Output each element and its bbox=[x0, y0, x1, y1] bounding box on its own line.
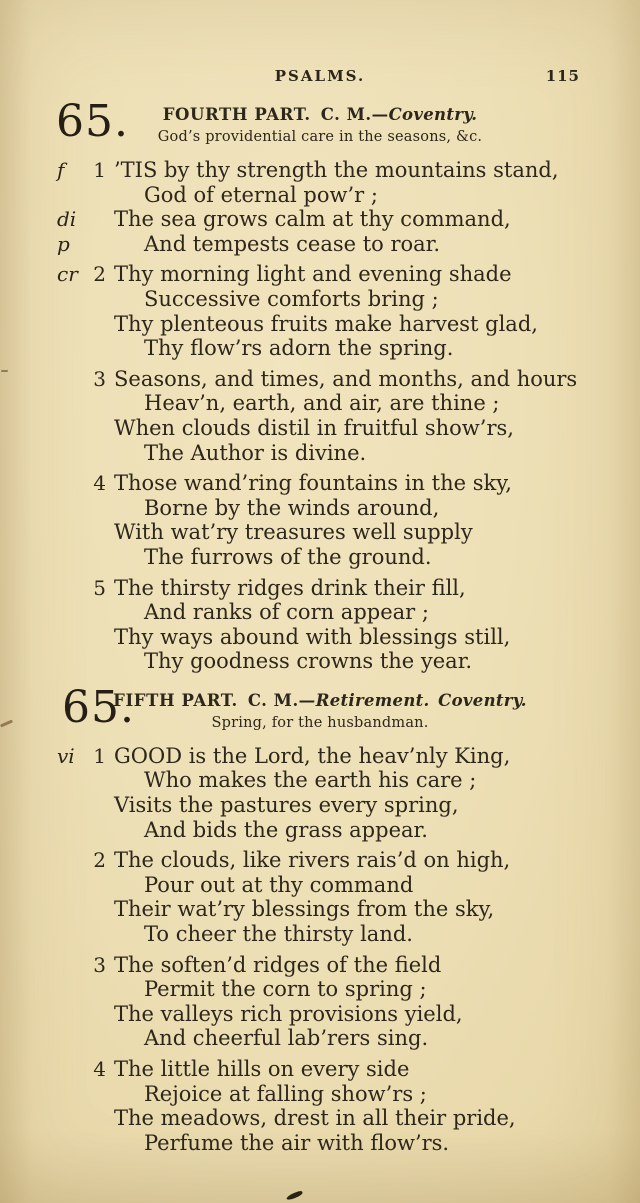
verse-line bbox=[40, 496, 640, 521]
ink-blot bbox=[286, 1190, 304, 1201]
verse-number: 2 bbox=[93, 262, 106, 287]
verse-text: Those wand’ring fountains in the sky, bbox=[114, 471, 512, 496]
verse-text: The clouds, like rivers rais’d on high, bbox=[114, 848, 511, 873]
verse-line bbox=[40, 600, 640, 625]
verse-number: 3 bbox=[93, 952, 106, 977]
verse-line bbox=[40, 848, 640, 873]
verse-text: And ranks of corn appear ; bbox=[144, 600, 429, 625]
hymn-tune-name: Retirement. Coventry. bbox=[315, 690, 527, 710]
hymn-tune-name: Coventry. bbox=[388, 105, 478, 124]
hymn-meter: C. M.— bbox=[247, 690, 316, 710]
verse-text: GOOD is the Lord, the heav’nly King, bbox=[114, 743, 511, 768]
running-head bbox=[0, 66, 640, 90]
verse-text: With wat’ry treasures well supply bbox=[114, 520, 473, 545]
verse-number: 4 bbox=[93, 1057, 106, 1081]
verse-text: ’TIS by thy strength the mountains stand, bbox=[114, 158, 559, 182]
verse-line bbox=[40, 287, 640, 312]
verse-text: And bids the grass appear. bbox=[144, 817, 428, 842]
hymn-title bbox=[70, 690, 570, 712]
hymn-subtitle: Spring, for the husbandman. bbox=[211, 714, 429, 731]
stanza-list bbox=[40, 158, 640, 674]
verse-text: Thy plenteous fruits make harvest glad, bbox=[114, 311, 538, 336]
verse-line bbox=[40, 744, 640, 769]
hymn-title bbox=[70, 104, 570, 126]
hymn-section-fourth-part bbox=[0, 96, 640, 674]
verse-line bbox=[40, 1002, 640, 1027]
verse-text: Successive comforts bring ; bbox=[144, 286, 439, 311]
stanza bbox=[40, 1057, 640, 1155]
hymn-part-label: FIFTH PART. bbox=[113, 690, 238, 710]
running-head-title: PSALMS. bbox=[274, 67, 366, 85]
hymn-header bbox=[0, 96, 640, 149]
verse-line bbox=[40, 649, 640, 674]
expression-mark: vi bbox=[57, 743, 75, 768]
hymn-section-fifth-part bbox=[0, 681, 640, 1156]
hymn-part-label: FOURTH PART. bbox=[162, 105, 311, 124]
verse-line bbox=[40, 183, 640, 208]
verse-line bbox=[40, 873, 640, 898]
verse-text: Thy goodness crowns the year. bbox=[144, 649, 473, 674]
verse-number: 2 bbox=[93, 848, 106, 873]
verse-line bbox=[40, 953, 640, 978]
stanza bbox=[40, 367, 640, 465]
stanza bbox=[40, 744, 640, 842]
verse-text: Thy morning light and evening shade bbox=[114, 262, 512, 287]
verse-text: The thirsty ridges drink their fill, bbox=[114, 575, 466, 600]
verse-number: 3 bbox=[93, 366, 106, 391]
stanza bbox=[40, 158, 640, 256]
verse-line bbox=[40, 625, 640, 650]
hymn-subtitle: God’s providential care in the seasons, &c. bbox=[157, 129, 483, 145]
verse-text: Seasons, and times, and months, and hours bbox=[114, 366, 578, 391]
stanza bbox=[40, 576, 640, 674]
expression-mark: di bbox=[57, 207, 77, 232]
verse-line bbox=[40, 416, 640, 441]
verse-number: 5 bbox=[93, 575, 106, 600]
verse-line bbox=[40, 232, 640, 257]
verse-text: Pour out at thy command bbox=[144, 872, 414, 897]
verse-text: And tempests cease to roar. bbox=[144, 231, 441, 256]
verse-text: Visits the pastures every spring, bbox=[114, 793, 459, 818]
verse-line bbox=[40, 1131, 640, 1156]
hymn-meter: C. M.— bbox=[320, 105, 389, 124]
verse-text: Perfume the air with flow’rs. bbox=[144, 1130, 450, 1155]
verse-text: And cheerful lab’rers sing. bbox=[144, 1026, 429, 1051]
verse-line bbox=[40, 977, 640, 1002]
verse-text: The little hills on every side bbox=[114, 1057, 410, 1081]
stanza-list bbox=[40, 744, 640, 1156]
verse-text: The valleys rich provisions yield, bbox=[114, 1001, 463, 1026]
stanza bbox=[40, 953, 640, 1051]
verse-text: Rejoice at falling show’rs ; bbox=[144, 1081, 427, 1106]
verse-number: 4 bbox=[93, 471, 106, 496]
verse-line bbox=[40, 207, 640, 232]
verse-line bbox=[40, 768, 640, 793]
verse-line bbox=[40, 1057, 640, 1082]
verse-line bbox=[40, 793, 640, 818]
verse-text: The furrows of the ground. bbox=[144, 544, 432, 569]
verse-line bbox=[40, 818, 640, 843]
verse-text: When clouds distil in fruitful show’rs, bbox=[114, 415, 514, 440]
verse-number: 1 bbox=[93, 158, 106, 182]
verse-line bbox=[40, 520, 640, 545]
expression-mark: p bbox=[57, 231, 70, 256]
verse-line bbox=[40, 158, 640, 183]
verse-line bbox=[40, 897, 640, 922]
verse-text: Thy ways abound with blessings still, bbox=[114, 624, 511, 649]
expression-mark: f bbox=[57, 158, 65, 182]
verse-text: To cheer the thirsty land. bbox=[144, 922, 413, 947]
verse-line bbox=[40, 262, 640, 287]
verse-line bbox=[40, 441, 640, 466]
verse-text: The soften’d ridges of the field bbox=[114, 952, 442, 977]
verse-line bbox=[40, 367, 640, 392]
verse-text: Heav’n, earth, and air, are thine ; bbox=[144, 391, 500, 416]
stanza bbox=[40, 262, 640, 360]
page-number: 115 bbox=[545, 67, 580, 85]
stanza bbox=[40, 471, 640, 569]
verse-text: Permit the corn to spring ; bbox=[144, 977, 427, 1002]
verse-text: Their wat’ry blessings from the sky, bbox=[114, 897, 495, 922]
verse-line bbox=[40, 471, 640, 496]
verse-line bbox=[40, 1026, 640, 1051]
hymn-number: 65. bbox=[56, 96, 129, 147]
stanza bbox=[40, 848, 640, 946]
hymn-header bbox=[0, 681, 640, 735]
verse-line bbox=[40, 336, 640, 361]
verse-line bbox=[40, 1082, 640, 1107]
verse-text: The Author is divine. bbox=[144, 440, 367, 465]
verse-line bbox=[40, 391, 640, 416]
verse-text: Thy flow’rs adorn the spring. bbox=[144, 336, 454, 361]
hymn-number: 65. bbox=[62, 681, 135, 733]
verse-text: God of eternal pow’r ; bbox=[144, 182, 378, 207]
verse-line bbox=[40, 1106, 640, 1131]
verse-line bbox=[40, 922, 640, 947]
verse-number: 1 bbox=[93, 743, 106, 768]
verse-line bbox=[40, 312, 640, 337]
verse-text: The meadows, drest in all their pride, bbox=[114, 1106, 516, 1131]
verse-text: Borne by the winds around, bbox=[144, 495, 440, 520]
verse-line bbox=[40, 576, 640, 601]
verse-text: Who makes the earth his care ; bbox=[144, 768, 477, 793]
expression-mark: cr bbox=[57, 262, 78, 287]
verse-line bbox=[40, 545, 640, 570]
verse-text: The sea grows calm at thy command, bbox=[114, 207, 511, 232]
